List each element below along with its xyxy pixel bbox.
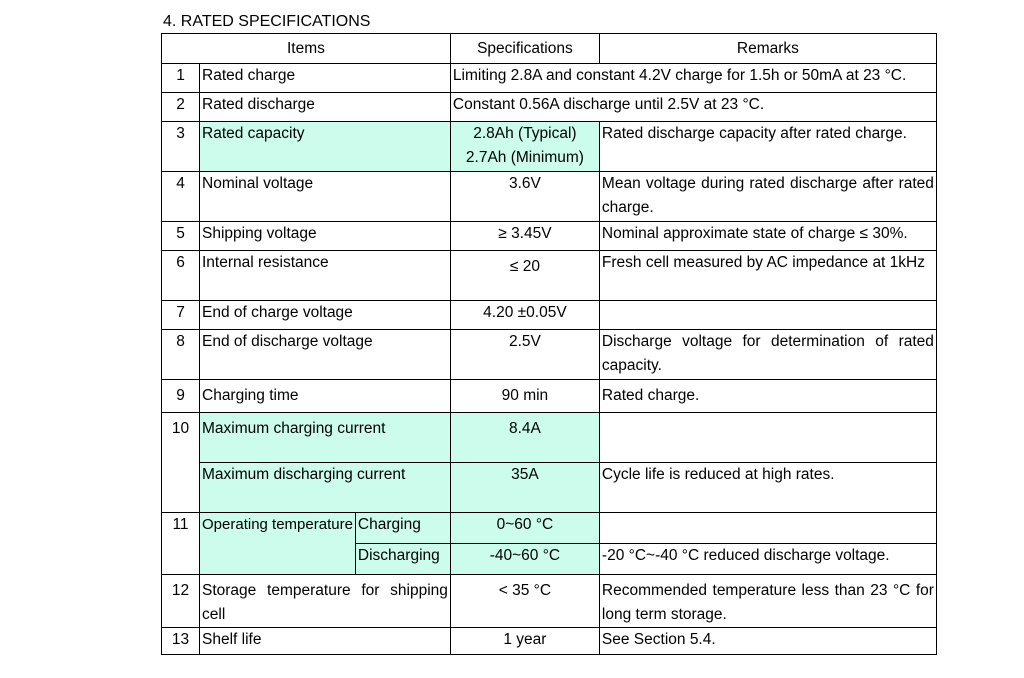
remark: Cycle life is reduced at high rates. <box>599 463 936 513</box>
item-name: End of discharge voltage <box>200 330 451 380</box>
row-number: 13 <box>162 628 200 655</box>
table-row <box>162 575 937 628</box>
spec-value: 1 year <box>450 628 599 655</box>
item-name: Maximum charging current <box>200 413 451 463</box>
item-name: Nominal voltage <box>200 172 451 222</box>
table-row <box>162 330 937 380</box>
spec-value: ≥ 3.45V <box>450 222 599 251</box>
item-name: Internal resistance <box>200 251 451 301</box>
table-row <box>162 413 937 463</box>
row-number: 1 <box>162 64 200 93</box>
table-row <box>162 251 937 301</box>
row-number: 4 <box>162 172 200 222</box>
remark: Rated discharge capacity after rated charge. <box>599 122 936 172</box>
table-row <box>162 172 937 222</box>
spec-value: 2.5V <box>450 330 599 380</box>
sub-item-charging: Charging <box>355 513 450 544</box>
remark: Fresh cell measured by AC impedance at 1kHz <box>599 251 936 301</box>
spec-value: 3.6V <box>450 172 599 222</box>
remark: Discharge voltage for determination of rated capacity. <box>599 330 936 380</box>
row-number: 6 <box>162 251 200 301</box>
item-name: Charging time <box>200 380 451 413</box>
item-name: Shipping voltage <box>200 222 451 251</box>
spec-value-typical: 2.8Ah (Typical) <box>473 125 577 142</box>
row-number: 10 <box>162 413 200 513</box>
row-number: 3 <box>162 122 200 172</box>
remark: Recommended temperature less than 23 °C for long term storage. <box>599 575 936 628</box>
table-row <box>162 513 937 544</box>
remark: See Section 5.4. <box>599 628 936 655</box>
spec-value: 35A <box>450 463 599 513</box>
remark <box>599 413 936 463</box>
table-row <box>162 93 937 122</box>
header-row <box>162 34 937 64</box>
table-row <box>162 628 937 655</box>
spec-value: ≤ 20 <box>450 251 599 301</box>
row-number: 9 <box>162 380 200 413</box>
table-row <box>162 463 937 513</box>
remark <box>599 513 936 544</box>
remark: Rated charge. <box>599 380 936 413</box>
item-name: Maximum discharging current <box>200 463 451 513</box>
spec-value: 0~60 °C <box>450 513 599 544</box>
spec-value: 8.4A <box>450 413 599 463</box>
row-number: 12 <box>162 575 200 628</box>
rated-specifications-table <box>161 33 937 655</box>
header-items: Items <box>162 34 451 64</box>
item-name: Shelf life <box>200 628 451 655</box>
spec-value <box>450 122 599 172</box>
item-name: End of charge voltage <box>200 301 451 330</box>
table-row <box>162 222 937 251</box>
header-specifications: Specifications <box>450 34 599 64</box>
remark <box>599 301 936 330</box>
table-row <box>162 380 937 413</box>
merged-spec-remark: Limiting 2.8A and constant 4.2V charge for 1.5h or 50mA at 23 °C. <box>450 64 936 93</box>
spec-value: < 35 °C <box>450 575 599 628</box>
remark: -20 °C~-40 °C reduced discharge voltage. <box>599 544 936 575</box>
row-number: 7 <box>162 301 200 330</box>
item-name: Rated charge <box>200 64 451 93</box>
header-remarks: Remarks <box>599 34 936 64</box>
sub-item-discharging: Discharging <box>355 544 450 575</box>
remark: Nominal approximate state of charge ≤ 30%. <box>599 222 936 251</box>
row-number: 11 <box>162 513 200 575</box>
table-row <box>162 64 937 93</box>
table-row <box>162 301 937 330</box>
table-row <box>162 122 937 172</box>
row-number: 2 <box>162 93 200 122</box>
row-number: 5 <box>162 222 200 251</box>
spec-value: 90 min <box>450 380 599 413</box>
row-number: 8 <box>162 330 200 380</box>
spec-value: -40~60 °C <box>450 544 599 575</box>
item-name: Storage temperature for shipping cell <box>200 575 451 628</box>
merged-spec-remark: Constant 0.56A discharge until 2.5V at 23 °C. <box>450 93 936 122</box>
remark: Mean voltage during rated discharge after rated charge. <box>599 172 936 222</box>
item-name: Operating temperature <box>200 513 356 575</box>
spec-value-minimum: 2.7Ah (Minimum) <box>465 149 584 166</box>
item-name: Rated discharge <box>200 93 451 122</box>
section-title: 4. RATED SPECIFICATIONS <box>163 13 371 30</box>
spec-value: 4.20 ±0.05V <box>450 301 599 330</box>
item-name: Rated capacity <box>200 122 451 172</box>
